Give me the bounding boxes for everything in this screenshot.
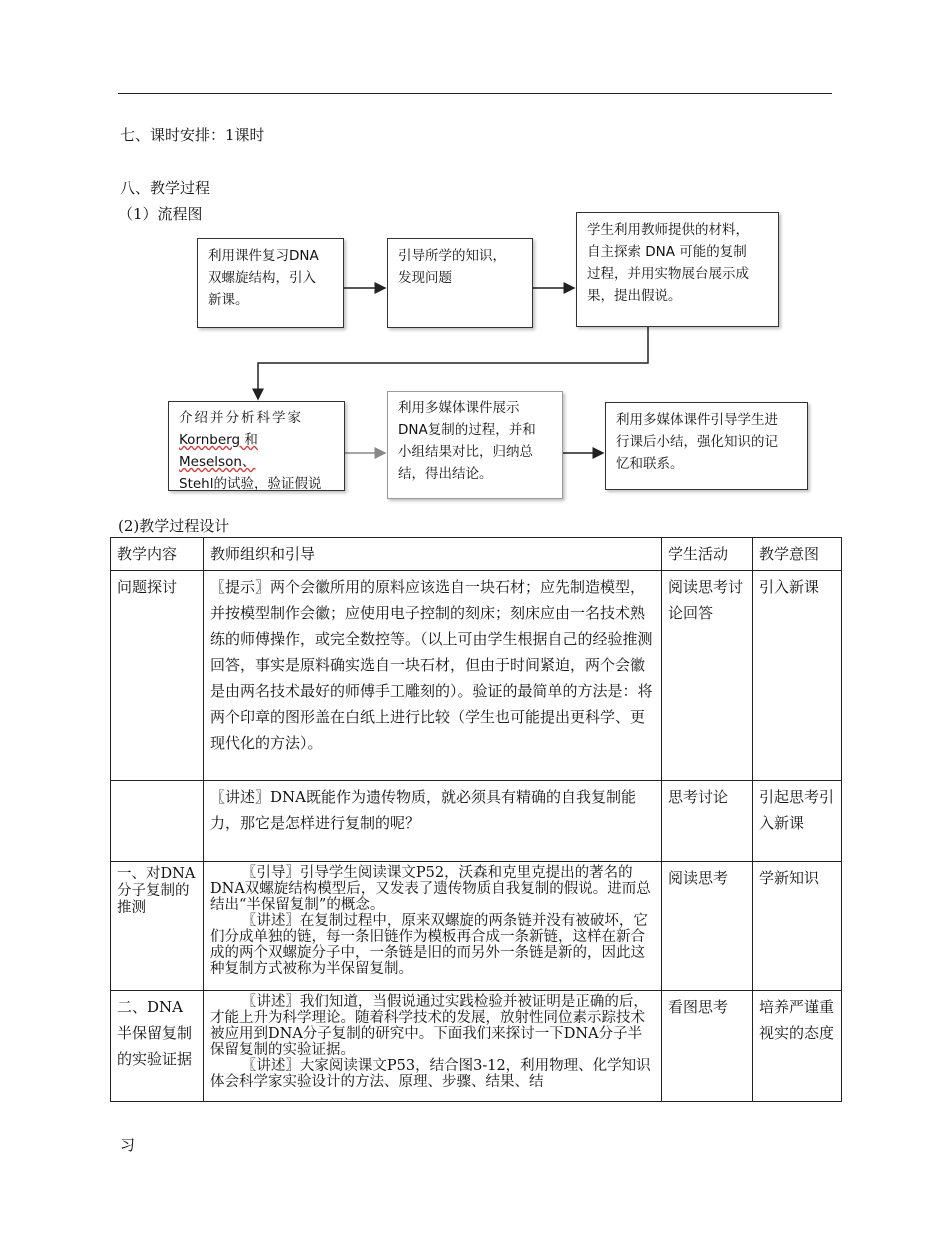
table-row <box>111 991 842 1102</box>
cell-guide-paragraph: 〖引导〗引导学生阅读课文P52，沃森和克里克提出的著名的DNA双螺旋结构模型后，又发表了遗传物质自我复制的假说。进而总结出“半保留复制”的概念。 <box>210 865 651 913</box>
flow-box-explore-line: 过程，并用实物展台展示成 <box>587 266 749 282</box>
table-title: (2)教学过程设计 <box>118 517 230 535</box>
cell-intent: 引起思考引入新课 <box>753 781 842 862</box>
flow-box-scientists-line: Kornberg 和 Meselson、 <box>179 432 258 470</box>
cell-activity: 思考讨论 <box>662 781 753 862</box>
flow-box-explore <box>576 212 779 327</box>
cell-guide-paragraph: 〖讲述〗我们知道，当假说通过实践检验并被证明是正确的后，才能上升为科学理论。随着科学技术的发展，放射性同位素示踪技术被应用到DNA分子复制的研究中。下面我们来探讨一下DNA分子半保留复制的实验证据。 <box>210 994 648 1058</box>
header-activity: 学生活动 <box>662 538 753 571</box>
cell-activity: 阅读思考讨论回答 <box>662 571 753 781</box>
flow-box-scientists-line: Stehl的试验，验证假说 <box>179 476 322 492</box>
cell-activity: 看图思考 <box>662 991 753 1102</box>
flow-box-guide-line: 引导所学的知识， <box>398 248 506 264</box>
arrow-3-4 <box>258 327 648 399</box>
header-content: 教学内容 <box>111 538 204 571</box>
teaching-process-table <box>110 537 842 1102</box>
flow-box-scientists-line: 介绍并分析科学家 <box>179 410 303 426</box>
flow-box-guide-line: 发现问题 <box>398 270 452 286</box>
page-footer-text: 习 <box>120 1136 136 1154</box>
flow-box-review-line: 利用课件复习DNA <box>208 248 319 264</box>
table-row <box>111 781 842 862</box>
flowchart-title: （1）流程图 <box>118 205 203 223</box>
cell-guide-paragraph: 〖讲述〗大家阅读课文P53，结合图3-12，利用物理、化学知识体会科学家实验设计的方法、原理、步骤、结果、结 <box>210 1058 651 1090</box>
cell-guide-paragraph: 〖讲述〗在复制过程中，原来双螺旋的两条链并没有被破坏，它们分成单独的链，每一条旧链作为模板再合成一条新链，这样在新合成的两个双螺旋分子中，一条链是旧的而另外一条链是新的，因此这种复制方式被称为半保留复制。 <box>210 913 648 977</box>
cell-activity: 阅读思考 <box>662 862 753 991</box>
flow-box-summary <box>605 402 808 490</box>
flow-box-multimedia-line: DNA复制的过程，并和 <box>398 422 536 438</box>
flow-box-guide <box>387 238 533 328</box>
flow-box-scientists <box>168 401 345 491</box>
cell-guide: 〖提示〗两个会徽所用的原料应该选自一块石材；应先制造模型，并按模型制作会徽；应使用电子控制的刻床；刻床应由一名技术熟练的师傅操作，或完全数控等。（以上可由学生根据自己的经验推测回答，事实是原料确实选自一块石材，但由于时间紧迫，两个会徽是由两名技术最好的师傅手工雕刻的）。验证的最简单的方法是：将两个印章的图形盖在白纸上进行比较（学生也可能提出更科学、更现代化的方法）。 <box>204 571 662 781</box>
flow-box-multimedia <box>387 391 563 499</box>
flow-box-review-line: 双螺旋结构，引入 <box>208 270 316 286</box>
cell-intent: 学新知识 <box>753 862 842 991</box>
cell-intent: 培养严谨重视实的态度 <box>753 991 842 1102</box>
cell-content: 二、DNA半保留复制的实验证据 <box>111 991 204 1102</box>
flow-box-summary-line: 忆和联系。 <box>616 456 684 472</box>
cell-guide: 〖讲述〗DNA既能作为遗传物质，就必须具有精确的自我复制能力，那它是怎样进行复制的呢？ <box>204 781 662 862</box>
flow-box-multimedia-line: 小组结果对比，归纳总 <box>398 444 533 460</box>
flow-box-multimedia-line: 结，得出结论。 <box>398 466 493 482</box>
flow-box-review-line: 新课。 <box>208 292 249 308</box>
section-8-heading: 八、教学过程 <box>120 179 211 197</box>
header-guide: 教师组织和引导 <box>204 538 662 571</box>
cell-content: 一、对DNA分子复制的推测 <box>111 862 204 991</box>
table-row <box>111 571 842 781</box>
table-row <box>111 862 842 991</box>
section-7-schedule: 七、课时安排：1课时 <box>120 126 265 144</box>
flow-box-summary-line: 行课后小结，强化知识的记 <box>616 434 778 450</box>
flow-box-multimedia-line: 利用多媒体课件展示 <box>398 400 520 416</box>
table-header-row <box>111 538 842 571</box>
flow-box-summary-line: 利用多媒体课件引导学生进 <box>616 412 778 428</box>
flow-box-explore-line: 自主探索 DNA 可能的复制 <box>587 244 747 260</box>
cell-content <box>111 781 204 862</box>
flow-box-explore-line: 果，提出假说。 <box>587 288 682 304</box>
cell-intent: 引入新课 <box>753 571 842 781</box>
flow-box-explore-line: 学生利用教师提供的材料， <box>587 222 749 238</box>
cell-guide <box>204 991 662 1102</box>
header-intent: 教学意图 <box>753 538 842 571</box>
flow-box-review <box>197 238 344 328</box>
cell-content: 问题探讨 <box>111 571 204 781</box>
cell-guide <box>204 862 662 991</box>
